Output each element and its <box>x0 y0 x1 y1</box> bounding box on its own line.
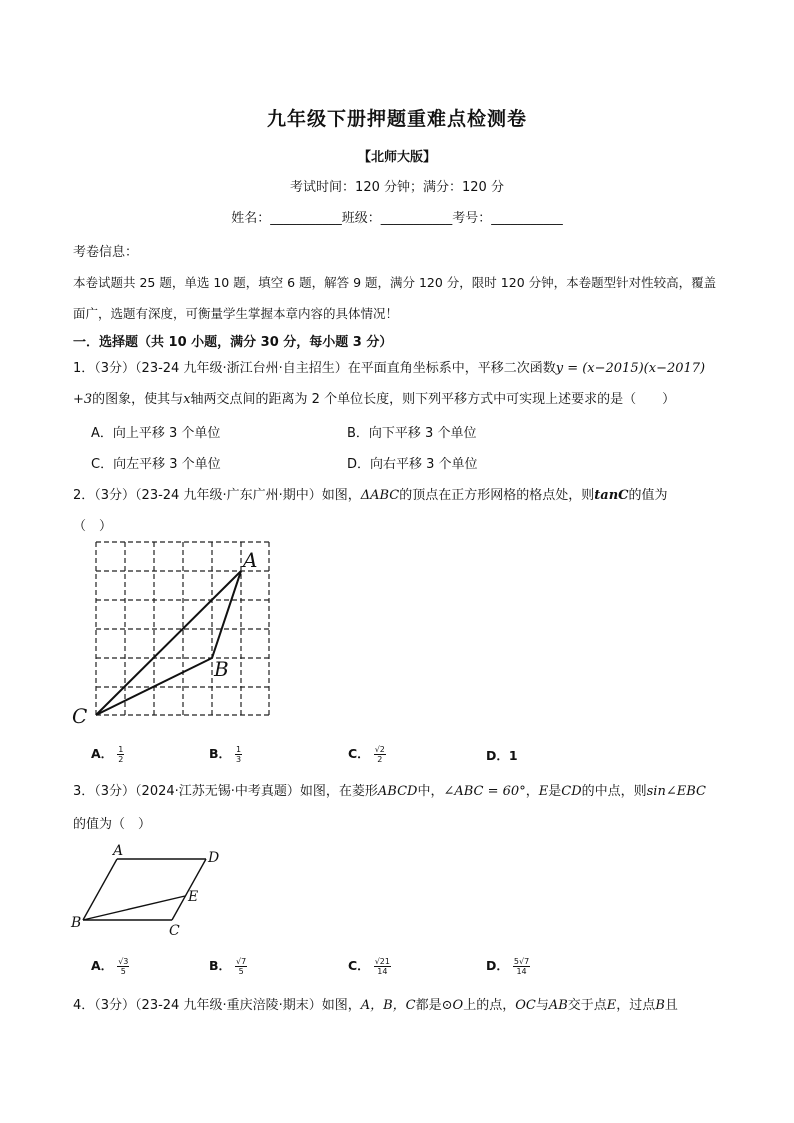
fraction-denominator: 2 <box>118 755 124 764</box>
question-3-text: 3．（3分）（2024·江苏无锡·中考真题）如图，在菱形 <box>73 784 378 799</box>
option-b-label: B． <box>209 746 232 761</box>
question-1-line-1 <box>73 357 705 376</box>
vertex-label-c: C <box>72 704 88 728</box>
question-4-text: 4．（3分）（23-24 九年级·重庆涪陵·期末）如图， <box>73 998 361 1013</box>
text-6: 且 <box>664 998 678 1013</box>
math-cd: CD <box>561 784 582 799</box>
math-ab: AB <box>548 998 568 1013</box>
fraction-denominator: 14 <box>516 967 527 976</box>
text-2: ， <box>525 784 539 799</box>
triangle-abc <box>96 571 241 715</box>
vertex-label-b: B <box>214 657 229 681</box>
fraction-numerator: 1 <box>118 745 124 754</box>
fraction-numerator: 1 <box>236 745 242 754</box>
math-abcd: ABCD <box>377 784 418 799</box>
fraction-denominator: 2 <box>377 755 383 764</box>
text-1: 中， <box>417 784 444 799</box>
vertex-label-e: E <box>188 889 199 905</box>
option-c-label: C． <box>348 746 370 761</box>
exam-time: 考试时间：120 分钟；满分：120 分 <box>290 180 504 195</box>
info-line-2: 面广，选题有深度，可衡量学生掌握本章内容的具体情况！ <box>73 306 399 321</box>
question-3-option-a[interactable] <box>91 956 129 976</box>
fraction-denominator: 3 <box>236 755 242 764</box>
question-3-option-d[interactable] <box>486 956 530 976</box>
question-3-option-b[interactable] <box>209 956 247 976</box>
option-a-label: A． <box>91 746 114 761</box>
question-3-line-2: 的值为（ ） <box>73 817 152 832</box>
question-4-line-1 <box>73 994 678 1013</box>
math-sin: sin∠EBC <box>646 784 706 799</box>
text-4: 交于点 <box>567 998 607 1013</box>
student-fields: 姓名：___________班级：___________考号：___________ <box>231 211 563 226</box>
question-1-shift: +3 <box>73 392 93 407</box>
math-angle: ∠ABC = 60° <box>443 784 526 799</box>
fraction-denominator: 5 <box>238 967 244 976</box>
question-1-option-b[interactable]: B．向下平移 3 个单位 <box>347 426 477 441</box>
question-2-line-1 <box>73 484 668 503</box>
question-2-text-mid: 的顶点在正方形网格的格点处，则 <box>399 488 595 503</box>
info-label: 考卷信息： <box>73 245 139 260</box>
math-abc: A，B，C <box>360 998 416 1013</box>
vertex-label-c: C <box>169 923 180 938</box>
text-4: 的中点，则 <box>581 784 647 799</box>
fraction-numerator: 5√7 <box>513 957 530 966</box>
option-b-fraction <box>235 957 247 976</box>
option-a-fraction <box>117 957 129 976</box>
question-1-option-c[interactable]: C．向左平移 3 个单位 <box>91 457 221 472</box>
question-1-option-a[interactable]: A．向上平移 3 个单位 <box>91 426 221 441</box>
question-1-line-2 <box>73 388 675 407</box>
math-b: B <box>655 998 665 1013</box>
question-2-option-b[interactable] <box>209 744 242 764</box>
option-d-label: D．1 <box>486 748 518 763</box>
question-2-option-d[interactable] <box>486 746 518 764</box>
text-5: ，过点 <box>616 998 656 1013</box>
question-2-text: 2．（3分）（23-24 九年级·广东广州·期中）如图， <box>73 488 361 503</box>
question-2-grid-figure <box>70 535 280 730</box>
question-2-triangle: ΔABC <box>360 488 400 503</box>
option-a-fraction <box>117 745 124 764</box>
option-c-label: C． <box>348 958 370 973</box>
fraction-numerator: √3 <box>118 957 129 966</box>
option-c-fraction <box>374 745 386 764</box>
question-1-x: x <box>183 392 191 407</box>
option-d-fraction <box>513 957 530 976</box>
question-1-function: y = (x−2015)(x−2017) <box>555 361 706 376</box>
question-2-text-end: 的值为 <box>628 488 668 503</box>
option-b-label: B． <box>209 958 232 973</box>
option-d-label: D． <box>486 958 509 973</box>
page-title: 九年级下册押题重难点检测卷 <box>266 108 527 130</box>
text-2: 上的点， <box>463 998 516 1013</box>
fraction-numerator: √7 <box>236 957 247 966</box>
vertex-label-b: B <box>71 915 82 931</box>
question-1-option-d[interactable]: D．向右平移 3 个单位 <box>347 457 478 472</box>
question-2-option-a[interactable] <box>91 744 124 764</box>
vertex-label-a: A <box>113 843 124 859</box>
fraction-denominator: 5 <box>120 967 126 976</box>
question-1-text-b: 轴两交点间的距离为 2 个单位长度，则下列平移方式中可实现上述要求的是（ ） <box>190 392 676 407</box>
vertex-label-a: A <box>243 548 258 572</box>
math-circle-o: ⊙O <box>441 998 464 1013</box>
question-1-text: 1．（3分）（23-24 九年级·浙江台州·自主招生）在平面直角坐标系中，平移二次函数 <box>73 361 556 376</box>
fraction-denominator: 14 <box>377 967 388 976</box>
info-line-1: 本卷试题共 25 题，单选 10 题，填空 6 题，解答 9 题，满分 120 分，限时 120 分钟，本卷题型针对性较高，覆盖 <box>73 275 717 290</box>
section-heading: 一．选择题（共 10 小题，满分 30 分，每小题 3 分） <box>73 335 393 350</box>
math-e: E <box>606 998 617 1013</box>
math-oc: OC <box>515 998 536 1013</box>
option-a-label: A． <box>91 958 114 973</box>
question-3-rhombus-figure <box>68 840 238 938</box>
fraction-numerator: √21 <box>374 957 390 966</box>
question-2-tan: tanC <box>594 488 629 503</box>
edition-subtitle: 【北师大版】 <box>357 150 436 165</box>
question-1-text-a: 的图象，使其与 <box>92 392 184 407</box>
question-3-line-1 <box>73 780 706 799</box>
option-b-fraction <box>235 745 242 764</box>
question-3-option-c[interactable] <box>348 956 391 976</box>
text-1: 都是 <box>415 998 442 1013</box>
fraction-numerator: √2 <box>374 745 385 754</box>
text-3: 是 <box>548 784 562 799</box>
vertex-label-d: D <box>208 850 220 866</box>
option-c-fraction <box>374 957 391 976</box>
text-3: 与 <box>535 998 549 1013</box>
question-2-option-c[interactable] <box>348 744 386 764</box>
question-2-line-2: （ ） <box>73 519 113 534</box>
math-e: E <box>538 784 549 799</box>
